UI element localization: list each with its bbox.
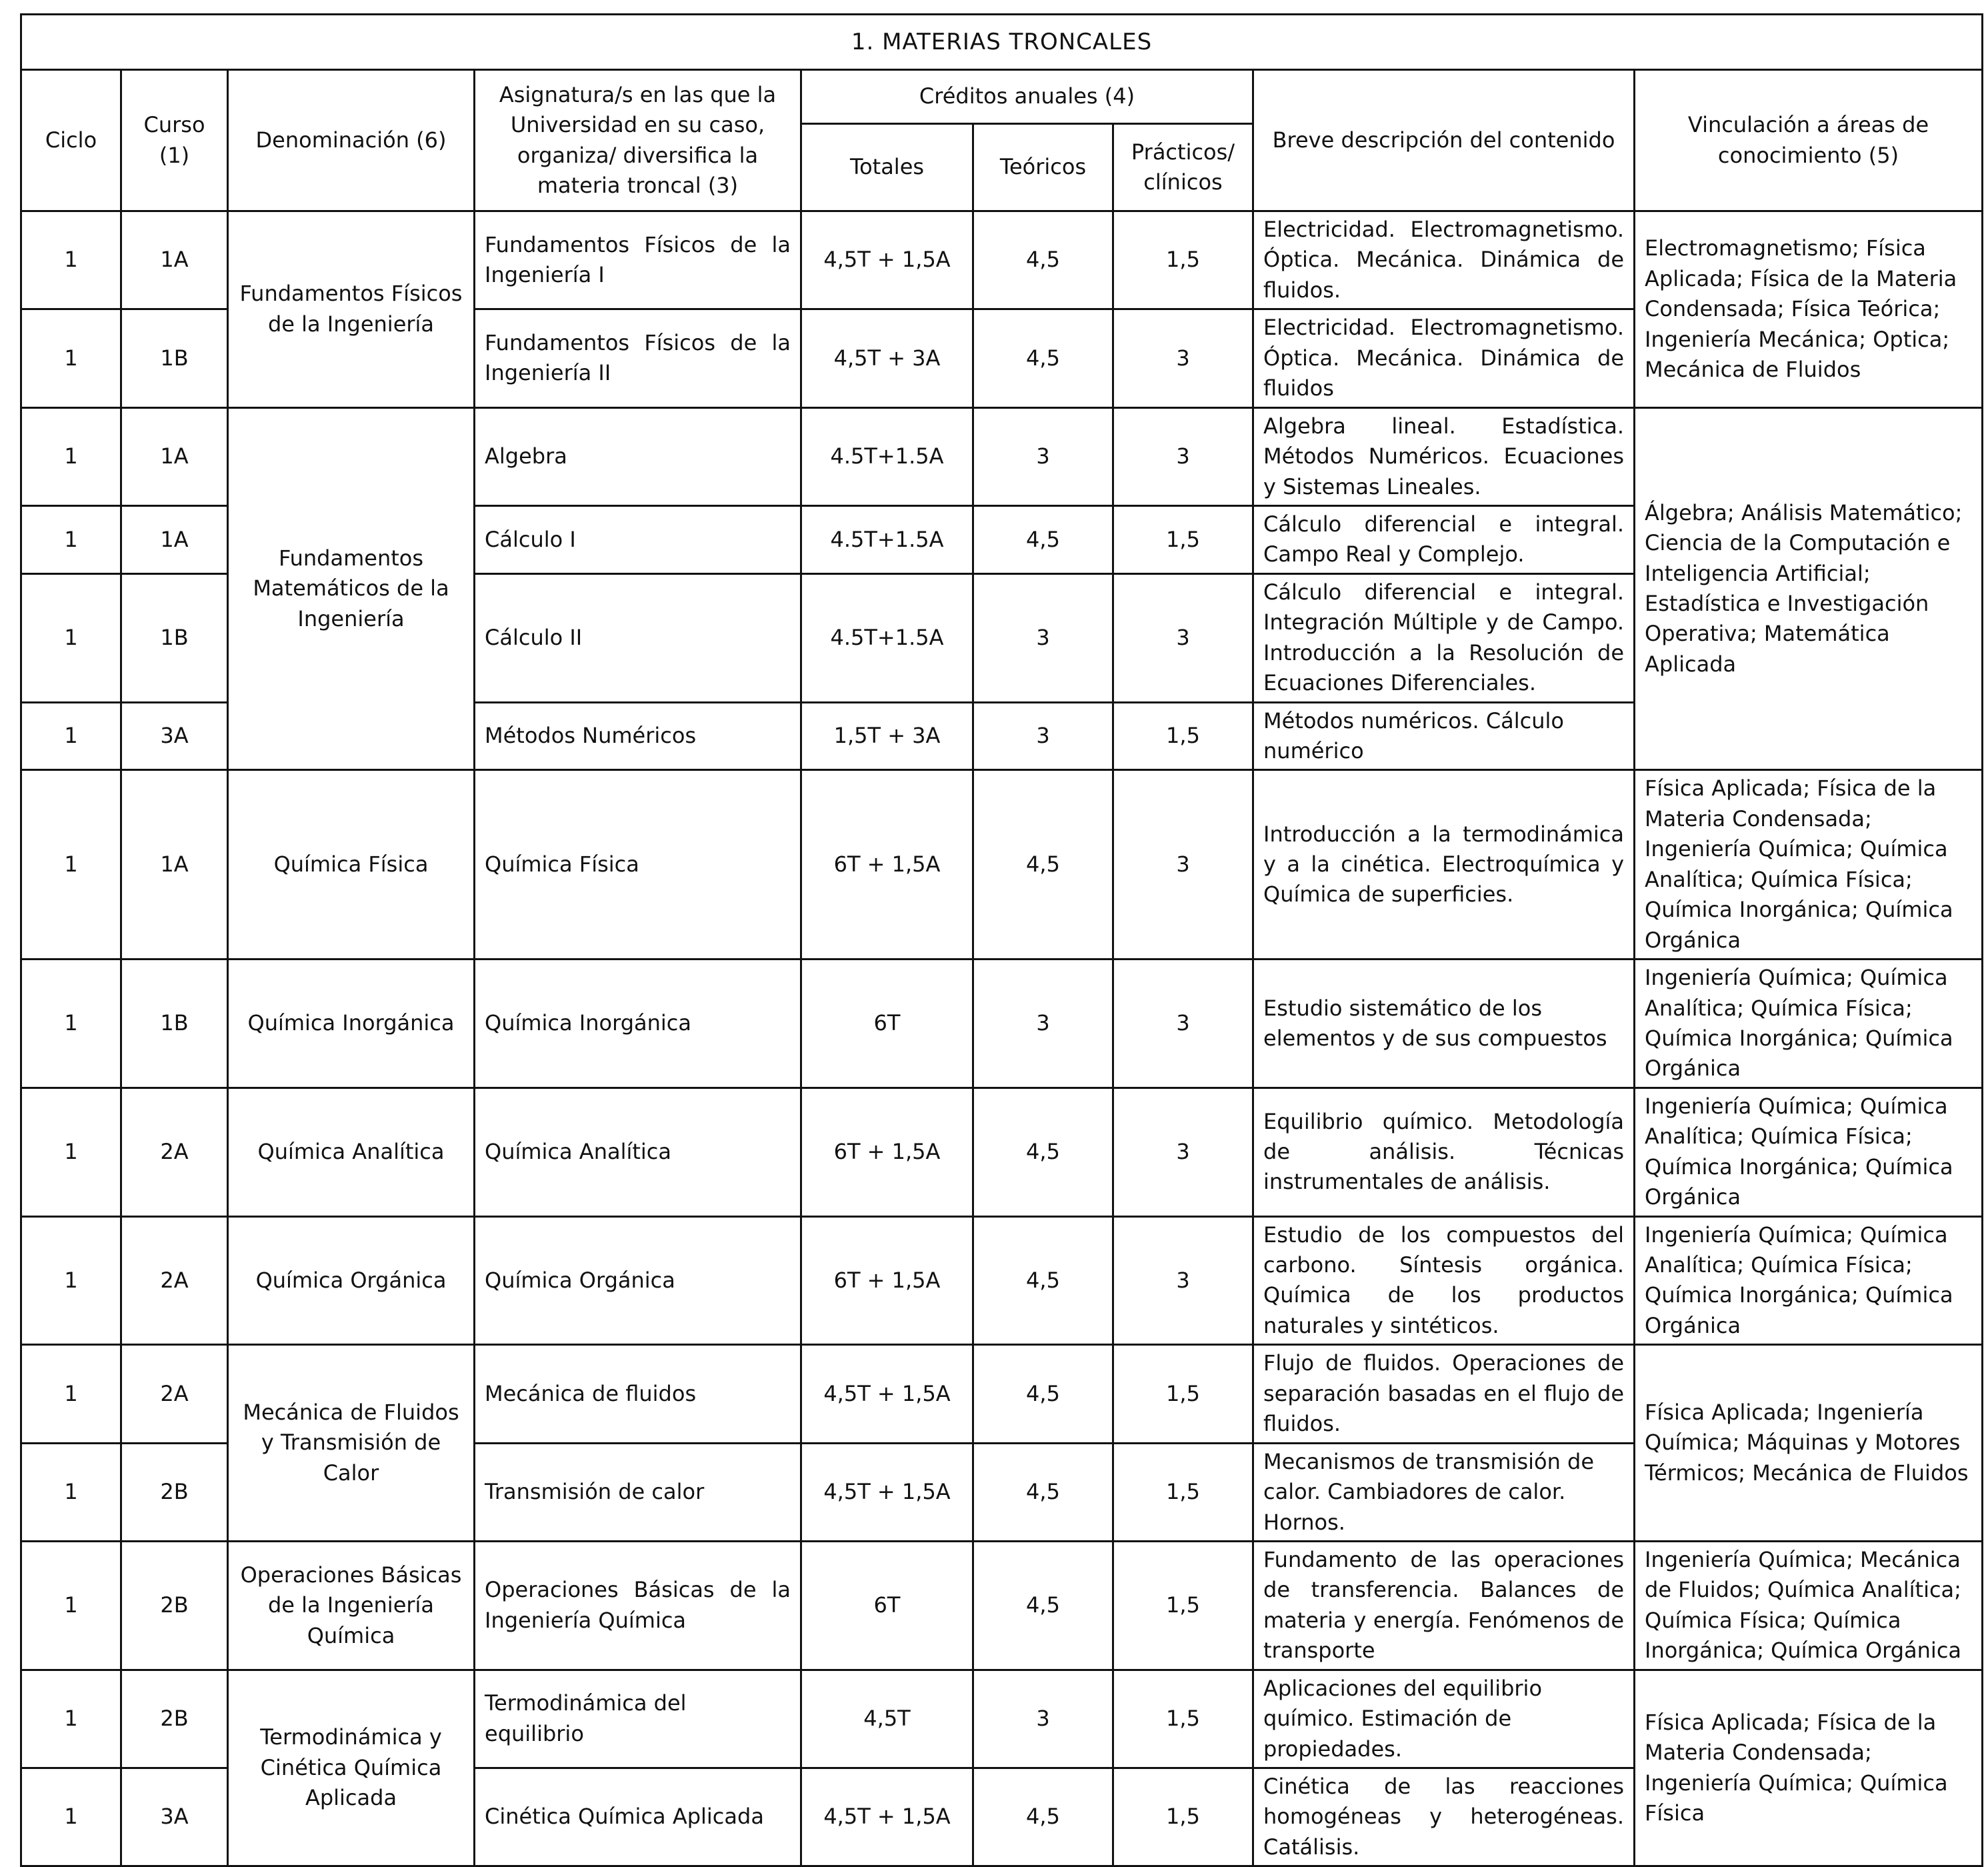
cell-totales: 4,5T + 3A	[801, 309, 973, 407]
cell-asignatura: Química Física	[475, 770, 801, 960]
header-practicos: Prácticos/ clínicos	[1113, 124, 1253, 211]
cell-teoricos: 3	[973, 960, 1113, 1088]
cell-descripcion: Flujo de fluidos. Operaciones de separación basadas en el flujo de fluidos.	[1253, 1345, 1635, 1443]
cell-curso: 2A	[121, 1088, 228, 1216]
cell-vinculacion: Ingeniería Química; Mecánica de Fluidos; Química Analítica; Química Física; Química Inorgánica; Química Orgánica	[1635, 1541, 1983, 1670]
cell-curso: 2B	[121, 1670, 228, 1768]
header-asignatura: Asignatura/s en las que la Universidad en su caso, organiza/ diversifica la materia troncal (3)	[475, 70, 801, 211]
cell-teoricos: 4,5	[973, 1443, 1113, 1541]
cell-teoricos: 4,5	[973, 309, 1113, 407]
cell-practicos: 3	[1113, 309, 1253, 407]
cell-curso: 3A	[121, 702, 228, 770]
cell-teoricos: 3	[973, 407, 1113, 505]
cell-asignatura: Química Orgánica	[475, 1216, 801, 1345]
cell-teoricos: 3	[973, 573, 1113, 702]
cell-vinculacion: Física Aplicada; Física de la Materia Condensada; Ingeniería Química; Química Analítica; Química Física; Química Inorgánica; Química Orgánica	[1635, 770, 1983, 960]
cell-practicos: 1,5	[1113, 505, 1253, 573]
cell-asignatura: Métodos Numéricos	[475, 702, 801, 770]
table-row	[21, 407, 1983, 505]
cell-ciclo: 1	[21, 702, 121, 770]
cell-asignatura: Cinética Química Aplicada	[475, 1768, 801, 1866]
cell-ciclo: 1	[21, 1216, 121, 1345]
cell-teoricos: 4,5	[973, 1541, 1113, 1670]
cell-ciclo: 1	[21, 505, 121, 573]
cell-practicos: 3	[1113, 770, 1253, 960]
table-row	[21, 1216, 1983, 1345]
cell-ciclo: 1	[21, 407, 121, 505]
cell-curso: 2A	[121, 1216, 228, 1345]
cell-ciclo: 1	[21, 960, 121, 1088]
cell-ciclo: 1	[21, 1345, 121, 1443]
cell-curso: 1B	[121, 573, 228, 702]
materias-troncales-table	[20, 13, 1983, 1867]
cell-ciclo: 1	[21, 211, 121, 309]
cell-asignatura: Transmisión de calor	[475, 1443, 801, 1541]
cell-asignatura: Fundamentos Físicos de la Ingeniería I	[475, 211, 801, 309]
cell-denominacion: Operaciones Básicas de la Ingeniería Química	[228, 1541, 475, 1670]
cell-curso: 2B	[121, 1541, 228, 1670]
cell-totales: 6T + 1,5A	[801, 770, 973, 960]
cell-totales: 4.5T+1.5A	[801, 573, 973, 702]
table-row	[21, 960, 1983, 1088]
cell-vinculacion: Ingeniería Química; Química Analítica; Química Física; Química Inorgánica; Química Orgánica	[1635, 1088, 1983, 1216]
cell-descripcion: Electricidad. Electromagnetismo. Óptica. Mecánica. Dinámica de fluidos.	[1253, 211, 1635, 309]
cell-practicos: 3	[1113, 960, 1253, 1088]
cell-descripcion: Estudio sistemático de los elementos y de sus compuestos	[1253, 960, 1635, 1088]
table-row	[21, 1670, 1983, 1768]
cell-vinculacion: Electromagnetismo; Física Aplicada; Física de la Materia Condensada; Física Teórica; Ingeniería Mecánica; Optica; Mecánica de Fluidos	[1635, 211, 1983, 408]
cell-asignatura: Algebra	[475, 407, 801, 505]
cell-asignatura: Cálculo II	[475, 573, 801, 702]
cell-vinculacion: Ingeniería Química; Química Analítica; Química Física; Química Inorgánica; Química Orgánica	[1635, 960, 1983, 1088]
cell-teoricos: 4,5	[973, 1088, 1113, 1216]
table-row	[21, 211, 1983, 309]
cell-curso: 1A	[121, 770, 228, 960]
cell-totales: 4,5T + 1,5A	[801, 1443, 973, 1541]
table-row	[21, 1541, 1983, 1670]
header-vinculacion: Vinculación a áreas de conocimiento (5)	[1635, 70, 1983, 211]
cell-descripcion: Métodos numéricos. Cálculo numérico	[1253, 702, 1635, 770]
cell-ciclo: 1	[21, 1768, 121, 1866]
cell-descripcion: Cálculo diferencial e integral. Integración Múltiple y de Campo. Introducción a la Resolución de Ecuaciones Diferenciales.	[1253, 573, 1635, 702]
cell-denominacion: Química Analítica	[228, 1088, 475, 1216]
cell-ciclo: 1	[21, 1670, 121, 1768]
cell-totales: 6T + 1,5A	[801, 1216, 973, 1345]
table-row	[21, 1345, 1983, 1443]
cell-descripcion: Cálculo diferencial e integral. Campo Real y Complejo.	[1253, 505, 1635, 573]
cell-practicos: 1,5	[1113, 1670, 1253, 1768]
cell-ciclo: 1	[21, 573, 121, 702]
cell-vinculacion: Física Aplicada; Ingeniería Química; Máquinas y Motores Térmicos; Mecánica de Fluidos	[1635, 1345, 1983, 1542]
document-page	[20, 13, 1981, 1867]
cell-practicos: 3	[1113, 1088, 1253, 1216]
cell-denominacion: Fundamentos Matemáticos de la Ingeniería	[228, 407, 475, 770]
cell-totales: 4,5T + 1,5A	[801, 1768, 973, 1866]
cell-descripcion: Introducción a la termodinámica y a la cinética. Electroquímica y Química de superficies.	[1253, 770, 1635, 960]
cell-teoricos: 4,5	[973, 1345, 1113, 1443]
cell-curso: 1A	[121, 505, 228, 573]
cell-practicos: 1,5	[1113, 1345, 1253, 1443]
cell-totales: 6T	[801, 1541, 973, 1670]
cell-practicos: 3	[1113, 573, 1253, 702]
cell-teoricos: 3	[973, 702, 1113, 770]
header-ciclo: Ciclo	[21, 70, 121, 211]
cell-descripcion: Electricidad. Electromagnetismo. Óptica. Mecánica. Dinámica de fluidos	[1253, 309, 1635, 407]
header-creditos: Créditos anuales (4)	[801, 70, 1253, 124]
cell-curso: 2A	[121, 1345, 228, 1443]
cell-asignatura: Cálculo I	[475, 505, 801, 573]
cell-vinculacion: Álgebra; Análisis Matemático; Ciencia de la Computación e Inteligencia Artificial; Estadística e Investigación Operativa; Matemática Aplicada	[1635, 407, 1983, 770]
cell-descripcion: Equilibrio químico. Metodología de análisis. Técnicas instrumentales de análisis.	[1253, 1088, 1635, 1216]
cell-curso: 1A	[121, 407, 228, 505]
cell-teoricos: 4,5	[973, 770, 1113, 960]
cell-vinculacion: Ingeniería Química; Química Analítica; Química Física; Química Inorgánica; Química Orgánica	[1635, 1216, 1983, 1345]
cell-teoricos: 4,5	[973, 1768, 1113, 1866]
cell-practicos: 3	[1113, 407, 1253, 505]
cell-asignatura: Termodinámica del equilibrio	[475, 1670, 801, 1768]
cell-ciclo: 1	[21, 1443, 121, 1541]
cell-teoricos: 4,5	[973, 1216, 1113, 1345]
cell-asignatura: Operaciones Básicas de la Ingeniería Química	[475, 1541, 801, 1670]
cell-asignatura: Mecánica de fluidos	[475, 1345, 801, 1443]
cell-denominacion: Química Física	[228, 770, 475, 960]
table-title: 1. MATERIAS TRONCALES	[21, 15, 1983, 70]
cell-teoricos: 4,5	[973, 505, 1113, 573]
cell-practicos: 1,5	[1113, 702, 1253, 770]
header-denominacion: Denominación (6)	[228, 70, 475, 211]
cell-denominacion: Química Inorgánica	[228, 960, 475, 1088]
cell-descripcion: Cinética de las reacciones homogéneas y heterogéneas. Catálisis.	[1253, 1768, 1635, 1866]
cell-asignatura: Química Analítica	[475, 1088, 801, 1216]
cell-denominacion: Mecánica de Fluidos y Transmisión de Calor	[228, 1345, 475, 1542]
cell-vinculacion: Física Aplicada; Física de la Materia Condensada; Ingeniería Química; Química Física	[1635, 1670, 1983, 1866]
cell-teoricos: 4,5	[973, 211, 1113, 309]
cell-denominacion: Termodinámica y Cinética Química Aplicada	[228, 1670, 475, 1866]
cell-asignatura: Química Inorgánica	[475, 960, 801, 1088]
cell-curso: 1B	[121, 309, 228, 407]
cell-ciclo: 1	[21, 1541, 121, 1670]
cell-practicos: 1,5	[1113, 1443, 1253, 1541]
cell-practicos: 1,5	[1113, 1541, 1253, 1670]
header-teoricos: Teóricos	[973, 124, 1113, 211]
cell-curso: 1B	[121, 960, 228, 1088]
cell-descripcion: Aplicaciones del equilibrio químico. Estimación de propiedades.	[1253, 1670, 1635, 1768]
cell-totales: 4,5T + 1,5A	[801, 211, 973, 309]
cell-denominacion: Fundamentos Físicos de la Ingeniería	[228, 211, 475, 408]
cell-curso: 2B	[121, 1443, 228, 1541]
header-totales: Totales	[801, 124, 973, 211]
cell-ciclo: 1	[21, 309, 121, 407]
cell-totales: 4.5T+1.5A	[801, 407, 973, 505]
cell-descripcion: Estudio de los compuestos del carbono. Síntesis orgánica. Química de los productos naturales y sintéticos.	[1253, 1216, 1635, 1345]
cell-ciclo: 1	[21, 770, 121, 960]
cell-descripcion: Fundamento de las operaciones de transferencia. Balances de materia y energía. Fenómenos de transporte	[1253, 1541, 1635, 1670]
cell-practicos: 3	[1113, 1216, 1253, 1345]
cell-practicos: 1,5	[1113, 211, 1253, 309]
header-curso: Curso (1)	[121, 70, 228, 211]
cell-totales: 4.5T+1.5A	[801, 505, 973, 573]
cell-totales: 6T	[801, 960, 973, 1088]
cell-denominacion: Química Orgánica	[228, 1216, 475, 1345]
cell-totales: 4,5T + 1,5A	[801, 1345, 973, 1443]
table-row	[21, 770, 1983, 960]
cell-totales: 4,5T	[801, 1670, 973, 1768]
cell-curso: 3A	[121, 1768, 228, 1866]
cell-teoricos: 3	[973, 1670, 1113, 1768]
cell-practicos: 1,5	[1113, 1768, 1253, 1866]
cell-totales: 6T + 1,5A	[801, 1088, 973, 1216]
cell-totales: 1,5T + 3A	[801, 702, 973, 770]
cell-ciclo: 1	[21, 1088, 121, 1216]
cell-descripcion: Algebra lineal. Estadística. Métodos Numéricos. Ecuaciones y Sistemas Lineales.	[1253, 407, 1635, 505]
table-row	[21, 1088, 1983, 1216]
cell-curso: 1A	[121, 211, 228, 309]
header-descripcion: Breve descripción del contenido	[1253, 70, 1635, 211]
cell-asignatura: Fundamentos Físicos de la Ingeniería II	[475, 309, 801, 407]
cell-descripcion: Mecanismos de transmisión de calor. Cambiadores de calor. Hornos.	[1253, 1443, 1635, 1541]
